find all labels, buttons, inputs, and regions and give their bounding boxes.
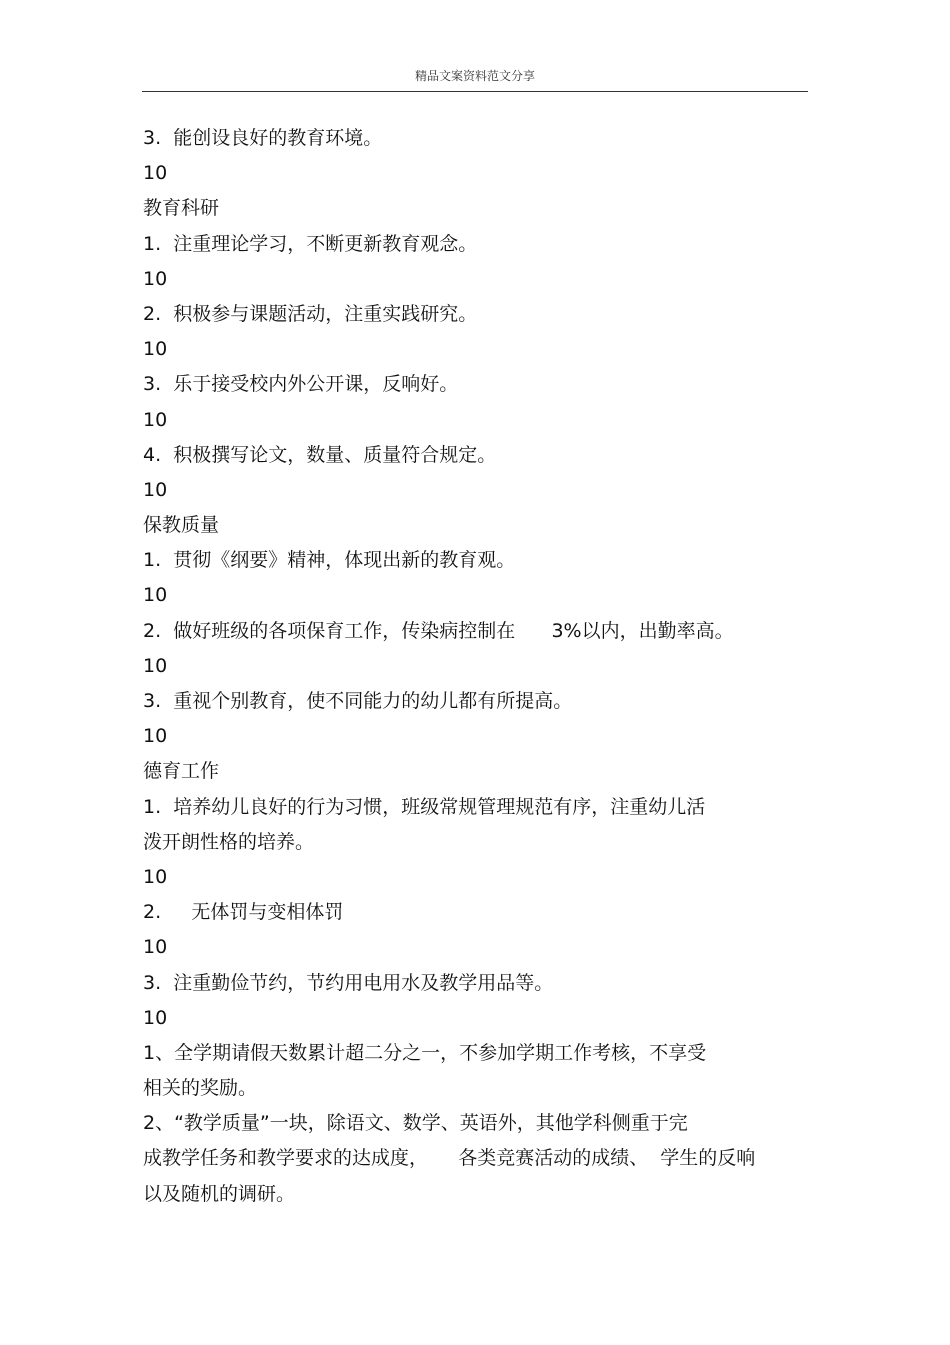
score-line: 10 bbox=[143, 654, 168, 677]
score-line: 10 bbox=[143, 162, 168, 185]
score-line: 10 bbox=[143, 408, 168, 431]
text-line: 4. 积极撰写论文，数量、质量符合规定。 bbox=[143, 443, 497, 466]
note-line: 2、“教学质量”一块，除语文、数学、英语外，其他学科侧重于完 bbox=[143, 1112, 688, 1135]
note-line: 相关的奖励。 bbox=[143, 1077, 258, 1100]
text-line: 3. 能创设良好的教育环境。 bbox=[143, 127, 383, 149]
score-line: 10 bbox=[143, 865, 168, 888]
text-line: 1. 注重理论学习，不断更新教育观念。 bbox=[143, 232, 478, 255]
text-line: 3. 乐于接受校内外公开课，反响好。 bbox=[143, 373, 459, 396]
page-header bbox=[142, 62, 808, 92]
score-line: 10 bbox=[143, 478, 168, 501]
header-title: 精品文案资料范文分享 bbox=[414, 69, 535, 83]
note-line: 1、全学期请假天数累计超二分之一，不参加学期工作考核，不享受 bbox=[143, 1041, 707, 1064]
text-line: 2. 做好班级的各项保育工作，传染病控制在 3%以内，出勤率高。 bbox=[143, 619, 734, 642]
score-line: 10 bbox=[143, 936, 168, 959]
document-body bbox=[143, 121, 813, 1212]
text-line: 3. 重视个别教育，使不同能力的幼儿都有所提高。 bbox=[143, 690, 573, 712]
score-line: 10 bbox=[143, 1006, 168, 1029]
text-line: 1. 贯彻《纲要》精神，体现出新的教育观。 bbox=[143, 549, 516, 572]
text-line: 2. 无体罚与变相体罚 bbox=[143, 901, 344, 924]
section-heading: 教育科研 bbox=[143, 197, 220, 220]
score-line: 10 bbox=[143, 338, 168, 361]
score-line: 10 bbox=[143, 267, 168, 290]
text-line: 1. 培养幼儿良好的行为习惯，班级常规管理规范有序，注重幼儿活 bbox=[143, 795, 706, 818]
score-line: 10 bbox=[143, 725, 168, 748]
note-line: 成教学任务和教学要求的达成度， 各类竞赛活动的成绩、 学生的反响 bbox=[143, 1147, 756, 1170]
text-line: 3. 注重勤俭节约，节约用电用水及教学用品等。 bbox=[143, 971, 554, 994]
text-line: 2. 积极参与课题活动，注重实践研究。 bbox=[143, 302, 478, 325]
section-heading: 德育工作 bbox=[143, 760, 220, 783]
text-line: 泼开朗性格的培养。 bbox=[143, 830, 315, 853]
section-heading: 保教质量 bbox=[143, 514, 220, 537]
note-line: 以及随机的调研。 bbox=[143, 1182, 296, 1205]
score-line: 10 bbox=[143, 584, 168, 607]
